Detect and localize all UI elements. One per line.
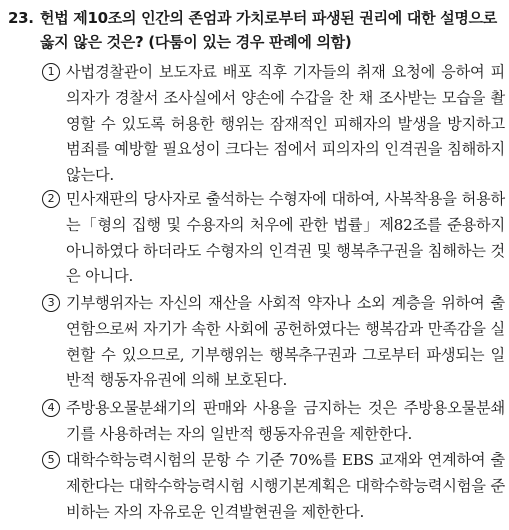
choice-marker: 5 bbox=[42, 451, 60, 469]
choice-text: 주방용오물분쇄기의 판매와 사용을 금지하는 것은 주방용오물분쇄기를 사용하려는 자의 일반적 행동자유권을 제한한다. bbox=[66, 399, 505, 443]
answer-choice[interactable] bbox=[44, 187, 505, 290]
choice-marker: 3 bbox=[42, 294, 60, 312]
question-number: 23. bbox=[8, 9, 34, 27]
choice-text: 사법경찰관이 보도자료 배포 직후 기자들의 취재 요청에 응하여 피의자가 경찰서 조사실에서 양손에 수갑을 찬 채 조사받는 모습을 촬영할 수 있도록 허용한 행위는 잠재적인 피해자의 발생을 방지하고 범죄를 예방할 필요성이 크다는 점에서 피의자의 인격권을 침해하지 않는다. bbox=[66, 63, 505, 185]
choice-marker: 2 bbox=[42, 190, 60, 208]
question-header bbox=[8, 6, 504, 54]
answer-choice[interactable] bbox=[44, 60, 505, 189]
choice-text: 민사재판의 당사자로 출석하는 수형자에 대하여, 사복착용을 허용하는「형의 집행 및 수용자의 처우에 관한 법률」제82조를 준용하지 아니하였다 하더라도 수형자의 인격권 및 행복추구권을 침해하는 것은 아니다. bbox=[66, 190, 505, 286]
choice-text: 기부행위자는 자신의 재산을 사회적 약자나 소외 계층을 위하여 출연함으로써 자기가 속한 사회에 공헌하였다는 행복감과 만족감을 실현할 수 있으므로, 기부행위는 행복추구권과 그로부터 파생되는 일반적 행동자유권에 의해 보호된다. bbox=[66, 294, 505, 390]
question-text: 헌법 제10조의 인간의 존엄과 가치로부터 파생된 권리에 대한 설명으로 옳지 않은 것은? (다툼이 있는 경우 판례에 의함) bbox=[40, 9, 497, 51]
answer-choice[interactable] bbox=[44, 448, 505, 525]
choice-marker: 4 bbox=[42, 399, 60, 417]
answer-choice[interactable] bbox=[44, 291, 505, 394]
choice-marker: 1 bbox=[42, 63, 60, 81]
answer-choice[interactable] bbox=[44, 396, 505, 448]
choice-text: 대학수학능력시험의 문항 수 기준 70%를 EBS 교재와 연계하여 출제한다는 대학수학능력시험 시행기본계획은 대학수학능력시험을 준비하는 자의 자유로운 인격발현권을 제한한다. bbox=[66, 451, 505, 521]
